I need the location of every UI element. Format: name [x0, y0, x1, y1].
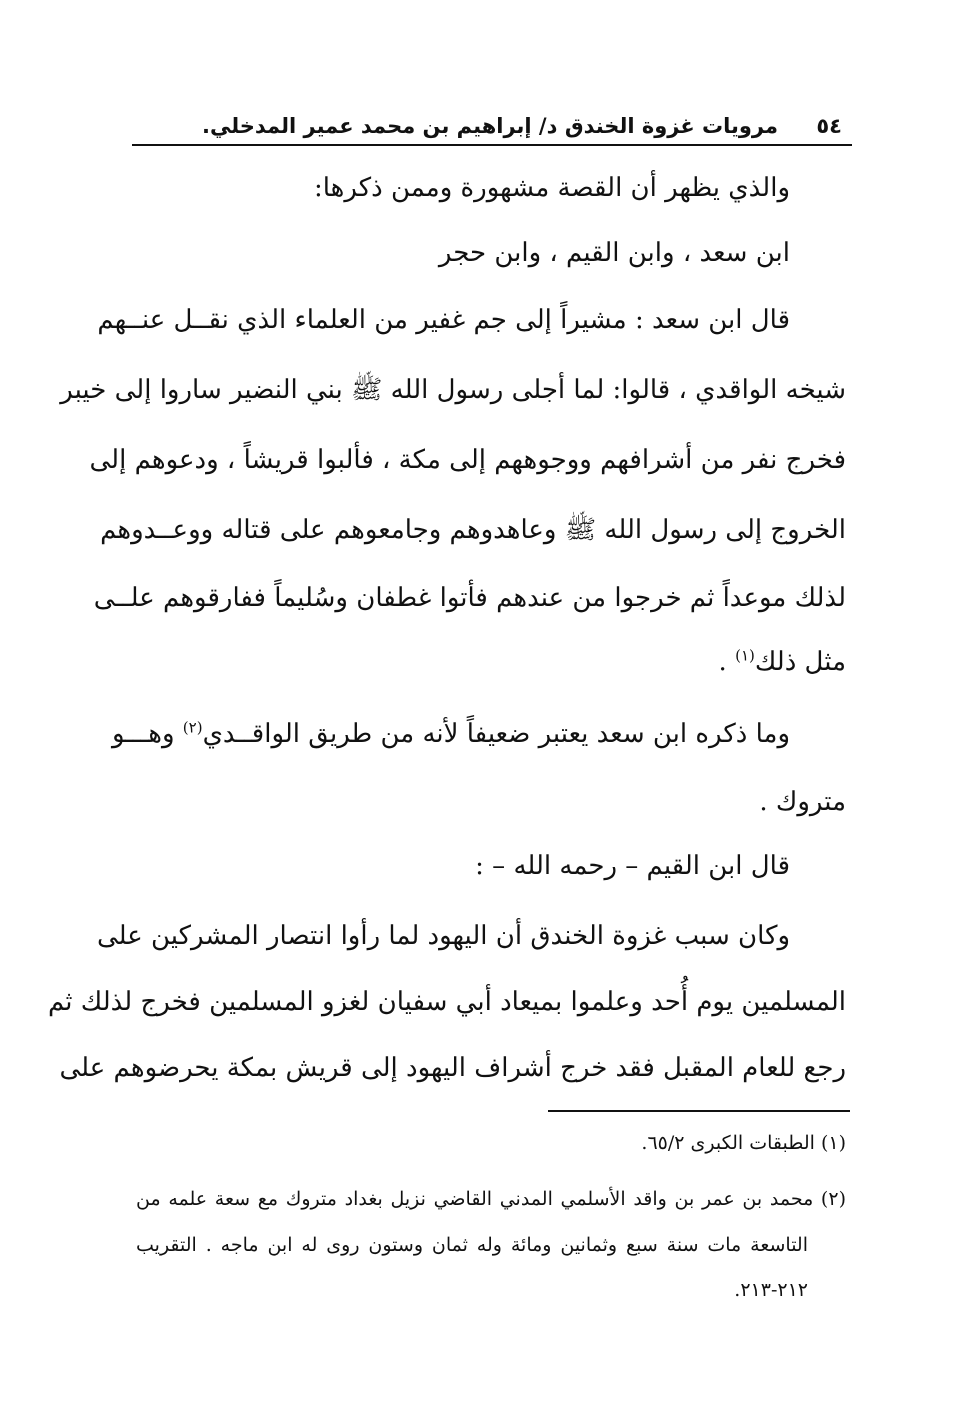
footnote-ref-1[interactable]: (١)	[735, 646, 755, 665]
body-line-8-text: مثل ذلك	[754, 647, 846, 677]
footnote-divider	[548, 1110, 850, 1112]
body-line-13: المسلمين يوم أُحد وعلموا بميعاد أبي سفيان لغزو المسلمين فخرج لذلك ثم	[47, 987, 846, 1017]
footnote-ref-2[interactable]: (٢)	[182, 718, 203, 737]
body-line-9-start: وما ذكره ابن سعد يعتبر ضعيفاً لأنه من طريق الواقــدي	[202, 719, 790, 749]
body-line-14: رجع للعام المقبل فقد خرج أشراف اليهود إلى قريش بمكة يحرضوهم على	[59, 1053, 846, 1083]
body-line-8	[719, 642, 846, 682]
footnote-2-line-3: ٢١٢-٢١٣.	[734, 1279, 808, 1301]
body-line-4: شيخه الواقدي ، قالوا: لما أجلى رسول الله ﷺ بني النضير ساروا إلى خيبر	[60, 375, 846, 405]
body-line-5: فخرج نفر من أشرافهم ووجوههم إلى مكة ، فألبوا قريشاً ، ودعوهم إلى	[89, 445, 846, 475]
body-line-3: قال ابن سعد : مشيراً إلى جم غفير من العلماء الذي نقــل عنــهم	[97, 305, 790, 335]
body-line-7: لذلك موعداً ثم خرجوا من عندهم فأتوا غطفان وسُليماً ففارقوهم علــى	[93, 583, 846, 613]
header-divider	[132, 144, 852, 146]
body-line-8-end: .	[718, 647, 736, 677]
author-name: د/ إبراهيم بن محمد عمير المدخلي.	[202, 114, 558, 138]
page-number: ٥٤	[816, 114, 842, 138]
running-header	[132, 108, 850, 144]
body-line-10: متروك .	[759, 787, 846, 817]
body-line-12: وكان سبب غزوة الخندق أن اليهود لما رأوا انتصار المشركين على	[96, 921, 790, 951]
book-title: مرويات غزوة الخندق	[564, 114, 778, 138]
body-line-9-end: وهـــو	[111, 719, 183, 749]
footnote-2-line-2: التاسعة مات سنة سبع وثمانين ومائة وله ثمان وستون روى له ابن ماجه . التقريب	[136, 1234, 808, 1256]
footnote-1: (١) الطبقات الكبرى ٦٥/٢.	[641, 1132, 846, 1154]
footnote-2-line-1: (٢) محمد بن عمر بن واقد الأسلمي المدني القاضي نزيل بغداد متروك مع سعة علمه من	[136, 1188, 846, 1210]
body-line-11: قال ابن القيم – رحمه الله – :	[475, 851, 790, 881]
body-line-1: والذي يظهر أن القصة مشهورة وممن ذكرها:	[314, 173, 790, 203]
body-line-2: ابن سعد ، وابن القيم ، وابن حجر	[438, 238, 790, 268]
body-line-9	[111, 714, 790, 754]
body-line-6: الخروج إلى رسول الله ﷺ وعاهدوهم وجامعوهم على قتاله ووعــدوهم	[100, 515, 846, 545]
